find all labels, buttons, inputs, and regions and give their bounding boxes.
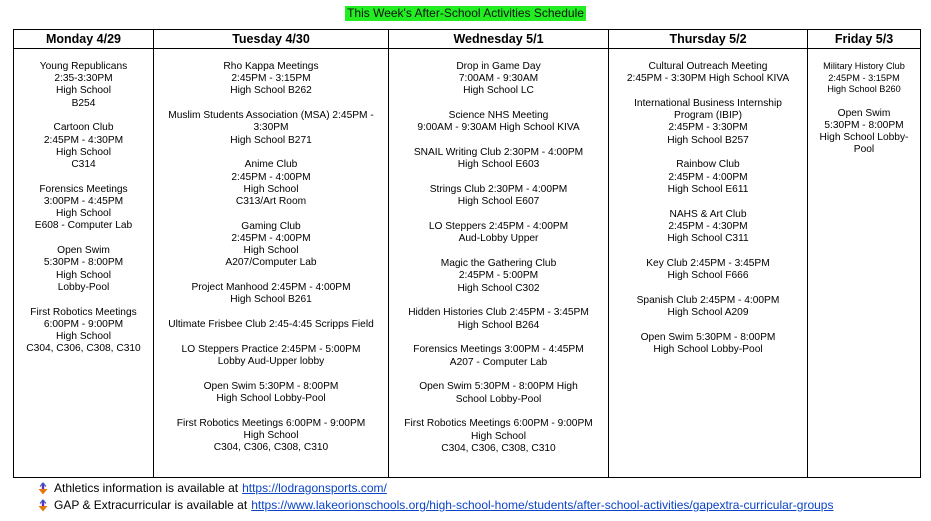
event-line: Aud-Lobby Upper [458, 233, 539, 245]
event-entry [612, 61, 804, 85]
note-gap [36, 497, 833, 514]
event-entry [612, 332, 804, 356]
event-line: Anime Club [244, 159, 298, 171]
event-line: 2:45PM - 4:30PM [43, 134, 124, 146]
event-entry [17, 307, 150, 356]
event-line: 2:45PM - 4:00PM [231, 233, 311, 245]
event-line: Hidden Histories Club 2:45PM - 3:45PM [408, 307, 589, 319]
event-line: C304, C306, C308, C310 [26, 343, 141, 355]
event-entry [17, 184, 150, 233]
event-line: C313/Art Room [235, 196, 307, 208]
event-entry [392, 147, 605, 171]
event-line: High School Lobby-Pool [216, 393, 326, 405]
event-entry [811, 108, 917, 157]
event-entry [392, 258, 605, 295]
event-line: Key Club 2:45PM - 3:45PM [646, 257, 770, 269]
day-header-tuesday: Tuesday 4/30 [154, 30, 389, 49]
event-line: High School B260 [827, 84, 901, 94]
event-line: 2:45PM - 3:15PM [231, 73, 311, 85]
event-entry [157, 381, 385, 405]
event-line: Muslim Students Association (MSA) 2:45PM - [168, 110, 374, 122]
note-athletics-text: Athletics information is available at [54, 481, 239, 495]
athletics-link[interactable]: https://lodragonsports.com/ [242, 481, 387, 495]
event-line: High School A209 [667, 307, 749, 319]
day-cell-thursday [609, 49, 808, 478]
event-line: Open Swim 5:30PM - 8:00PM [640, 331, 776, 343]
event-line: International Business Internship [634, 98, 782, 109]
event-line: 2:35-3:30PM [54, 73, 113, 85]
event-line: LO Steppers 2:45PM - 4:00PM [428, 221, 569, 233]
event-entry [392, 221, 605, 245]
event-entry [392, 61, 605, 98]
event-entry [157, 159, 385, 208]
event-line: 5:30PM - 8:00PM [43, 257, 124, 269]
event-entry [392, 307, 605, 331]
footer-notes [36, 480, 833, 514]
arrow-bullet-icon [36, 482, 50, 496]
event-line: High School Lobby-Pool [653, 344, 763, 356]
event-line: Cartoon Club [53, 122, 114, 134]
gap-link[interactable]: https://www.lakeorionschools.org/high-school-home/students/after-school-activities/gapextra-curricular-groups [251, 498, 834, 512]
note-gap-text: GAP & Extracurricular is available at [54, 498, 248, 512]
event-line: High School B271 [230, 134, 312, 146]
event-entry [392, 381, 605, 405]
event-line: Open Swim [57, 245, 110, 257]
event-line: First Robotics Meetings 6:00PM - 9:00PM [176, 418, 366, 430]
event-line: Open Swim 5:30PM - 8:00PM High [419, 381, 578, 393]
event-entry [157, 61, 385, 98]
event-line: High School [243, 430, 299, 442]
event-line: First Robotics Meetings 6:00PM - 9:00PM [404, 418, 593, 430]
event-line: High School [56, 269, 111, 281]
event-line: High School C311 [667, 233, 749, 245]
event-line: High School Lobby- [819, 131, 909, 143]
event-line: High School [56, 331, 111, 343]
event-line: Ultimate Frisbee Club 2:45-4:45 Scripps Field [168, 319, 374, 331]
event-line: First Robotics Meetings [30, 306, 137, 318]
event-line: Lobby-Pool [57, 281, 110, 293]
event-line: High School E607 [457, 196, 540, 208]
event-entry [612, 159, 804, 196]
event-line: 2:45PM - 3:30PM [668, 122, 748, 134]
event-line: 5:30PM - 8:00PM [824, 119, 904, 131]
event-line: High School F666 [667, 270, 749, 282]
header-row [14, 30, 921, 49]
title-wrap [0, 4, 931, 22]
event-entry [157, 221, 385, 270]
event-line: Magic the Gathering Club [440, 258, 557, 270]
event-line: High School B261 [230, 294, 312, 306]
event-entry [392, 418, 605, 455]
event-line: High School [56, 208, 111, 220]
event-line: High School [56, 146, 111, 158]
event-line: High School [56, 85, 111, 97]
event-entry [17, 122, 150, 171]
event-line: B254 [71, 97, 96, 109]
event-line: C314 [71, 159, 96, 171]
day-cell-friday [808, 49, 921, 478]
event-line: 2:45PM - 4:00PM [668, 171, 748, 183]
event-entry [157, 110, 385, 147]
event-line: Forensics Meetings 3:00PM - 4:45PM [413, 344, 584, 356]
event-line: 7:00AM - 9:30AM [458, 73, 539, 85]
event-line: E608 - Computer Lab [34, 220, 133, 232]
event-entry [392, 184, 605, 208]
day-cell-tuesday [154, 49, 389, 478]
event-line: Drop in Game Day [456, 61, 541, 72]
event-line: Science NHS Meeting [448, 110, 549, 122]
event-line: 9:00AM - 9:30AM High School KIVA [417, 122, 580, 134]
event-line: NAHS & Art Club [669, 208, 747, 220]
event-line: Forensics Meetings [39, 183, 128, 195]
event-line: School Lobby-Pool [455, 393, 542, 405]
event-entry [612, 258, 804, 282]
event-entry [612, 209, 804, 246]
event-entry [612, 295, 804, 319]
event-line: High School B257 [667, 134, 749, 146]
event-line: Project Manhood 2:45PM - 4:00PM [191, 282, 351, 294]
event-line: Strings Club 2:30PM - 4:00PM [429, 184, 568, 196]
day-header-wednesday: Wednesday 5/1 [389, 30, 609, 49]
event-line: A207/Computer Lab [225, 257, 317, 269]
event-line: Lobby Aud-Upper lobby [217, 356, 325, 368]
event-line: 6:00PM - 9:00PM [43, 318, 124, 330]
event-line: Rainbow Club [676, 159, 740, 171]
day-header-thursday: Thursday 5/2 [609, 30, 808, 49]
event-line: Open Swim 5:30PM - 8:00PM [203, 381, 339, 393]
event-entry [17, 61, 150, 110]
event-line: High School [243, 245, 299, 257]
event-line: Spanish Club 2:45PM - 4:00PM [636, 294, 780, 306]
event-line: Program (IBIP) [674, 110, 742, 122]
day-header-monday: Monday 4/29 [14, 30, 154, 49]
event-line: High School [471, 430, 526, 442]
event-line: 2:45PM - 3:15PM [828, 72, 900, 83]
event-line: High School B262 [230, 85, 312, 97]
event-line: High School C302 [457, 282, 540, 294]
event-line: High School [243, 183, 299, 195]
event-entry [157, 344, 385, 368]
event-entry [392, 344, 605, 368]
event-entry [612, 98, 804, 147]
event-entry [157, 418, 385, 455]
event-line: 2:45PM - 3:30PM High School KIVA [626, 73, 790, 85]
schedule-title: This Week's After-School Activities Schedule [347, 6, 584, 20]
event-line: High School E603 [457, 159, 540, 171]
day-cell-monday [14, 49, 154, 478]
event-entry [392, 110, 605, 134]
event-line: Rho Kappa Meetings [223, 61, 319, 72]
event-line: 3:00PM - 4:45PM [43, 196, 124, 208]
event-line: Military History Club [823, 61, 905, 71]
event-line: C304, C306, C308, C310 [441, 442, 556, 454]
event-line: Cultural Outreach Meeting [648, 61, 768, 72]
day-header-friday: Friday 5/3 [808, 30, 921, 49]
arrow-bullet-icon [36, 499, 50, 513]
event-line: A207 - Computer Lab [449, 356, 548, 368]
event-line: Pool [853, 144, 875, 156]
event-line: High School LC [463, 85, 534, 97]
event-entry [157, 282, 385, 306]
event-line: 2:45PM - 4:00PM [231, 171, 311, 183]
note-athletics [36, 480, 833, 497]
event-line: High School B264 [457, 319, 540, 331]
event-entry [157, 319, 385, 331]
event-line: 2:45PM - 4:30PM [668, 220, 748, 232]
event-line: 2:45PM - 5:00PM [458, 270, 539, 282]
event-entry [811, 61, 917, 96]
event-line: Gaming Club [241, 220, 301, 232]
events-row [14, 49, 921, 478]
event-entry [17, 245, 150, 294]
schedule-table [13, 29, 921, 478]
event-line: C304, C306, C308, C310 [213, 442, 329, 454]
event-line: Young Republicans [39, 61, 128, 72]
event-line: LO Steppers Practice 2:45PM - 5:00PM [181, 344, 361, 356]
event-line: High School E611 [667, 183, 749, 195]
event-line: SNAIL Writing Club 2:30PM - 4:00PM [413, 147, 584, 159]
day-cell-wednesday [389, 49, 609, 478]
event-line: Open Swim [837, 107, 891, 119]
event-line: 3:30PM [253, 122, 289, 134]
